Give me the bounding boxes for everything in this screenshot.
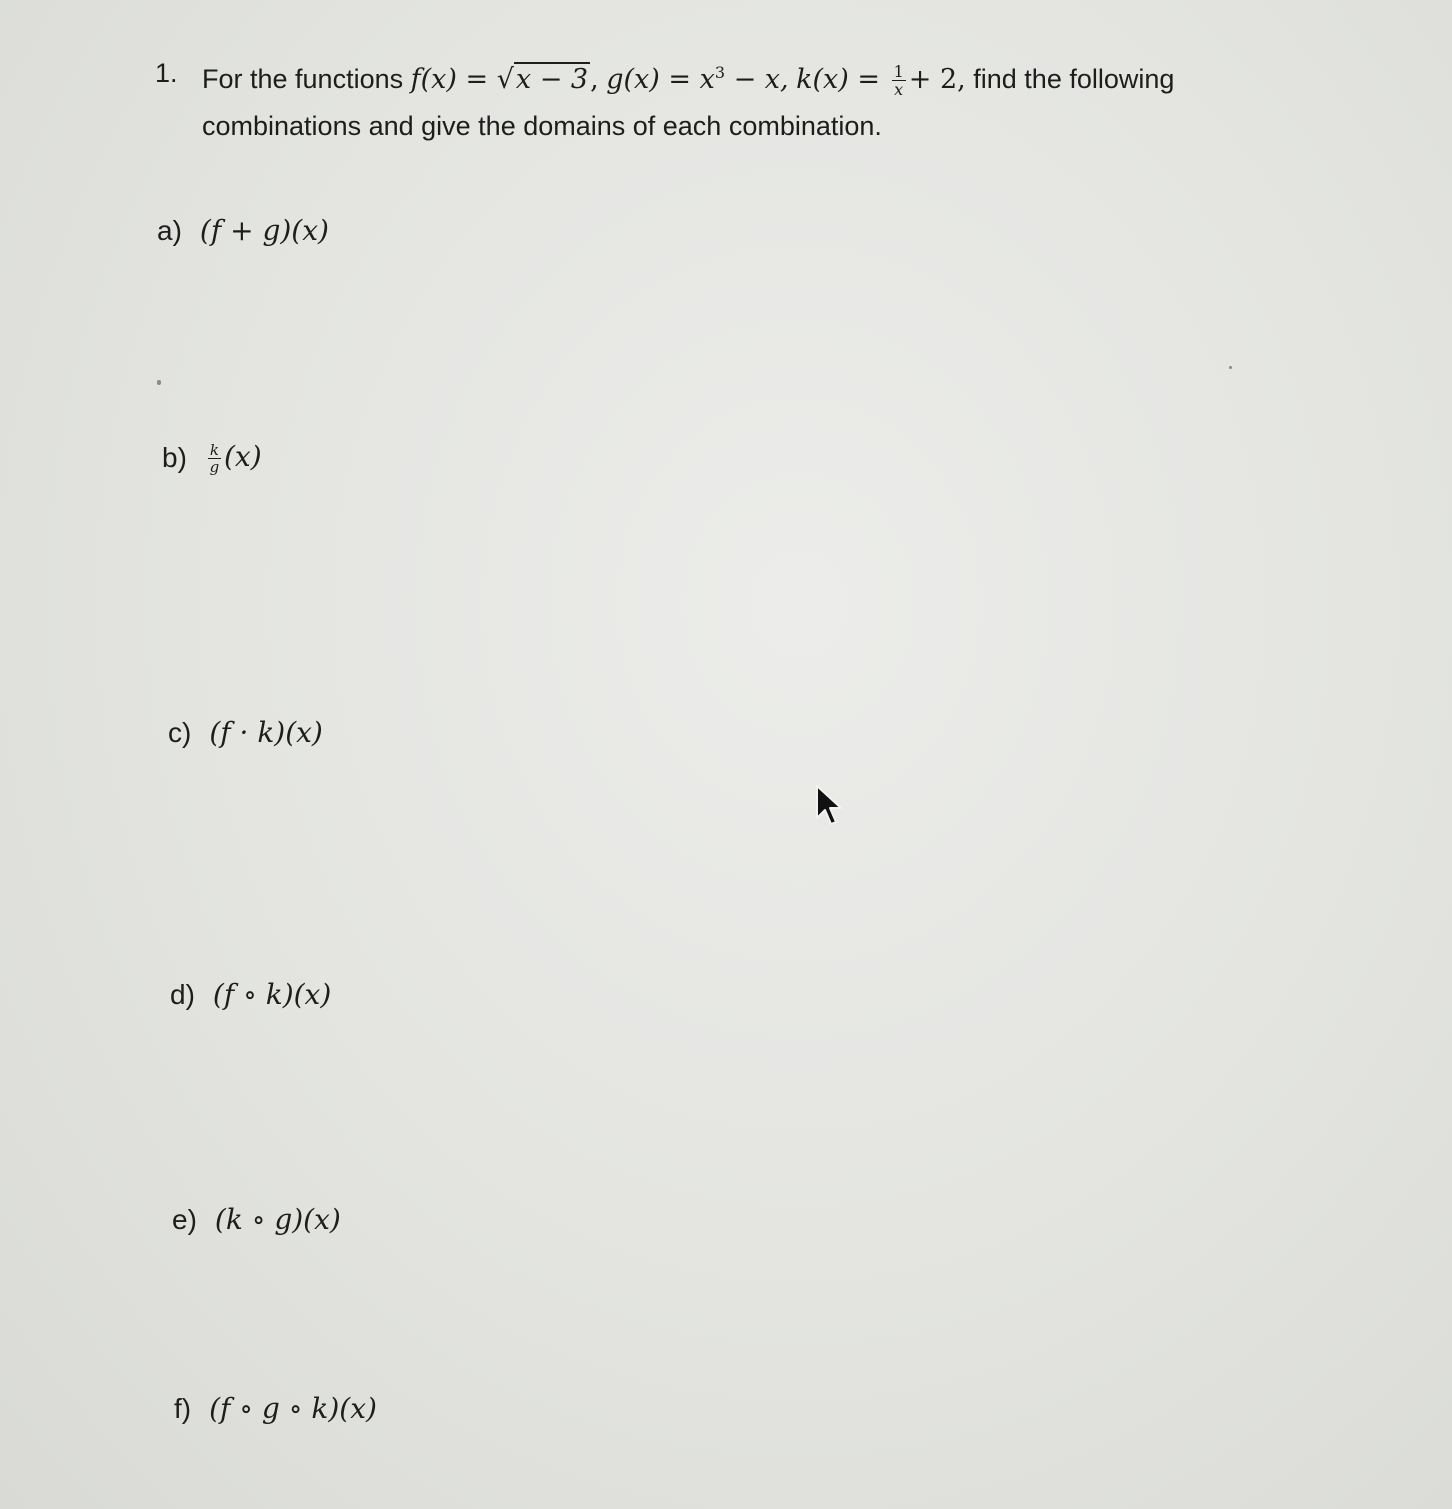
k-fraction	[892, 63, 906, 98]
mouse-pointer-icon	[814, 784, 844, 828]
part-label: b)	[162, 441, 187, 473]
part-c	[168, 716, 323, 749]
part-a	[157, 214, 329, 247]
k-over-g-fraction: $\frac{k}{g}$	[209, 441, 220, 476]
f-radicand: x − 3	[515, 64, 589, 95]
part-expression: (f + g)(x)	[199, 214, 329, 247]
g-definition: $g(x) = x^3 - x$,	[606, 63, 789, 95]
k-frac-denominator: x	[894, 80, 904, 99]
problem-intro: For the functions	[202, 64, 404, 94]
problem-number: 1.	[155, 58, 178, 88]
part-f	[174, 1392, 377, 1425]
part-b	[162, 440, 262, 475]
speck-mark	[157, 380, 161, 385]
g-exponent: 3	[714, 63, 726, 82]
part-expression: $\frac{k}{g}$ (x)	[209, 440, 262, 476]
part-d	[170, 978, 331, 1011]
problem-line2: combinations and give the domains of each combination.	[202, 111, 882, 141]
sqrt-symbol: √x − 3	[496, 64, 589, 95]
problem-after: find the following	[973, 64, 1175, 94]
part-label: f)	[174, 1392, 192, 1424]
speck-mark	[1229, 366, 1232, 369]
problem-body	[202, 50, 1255, 149]
part-expression: (f ∘ g ∘ k)(x)	[209, 1392, 377, 1425]
part-label: e)	[172, 1203, 197, 1235]
part-expression: (k ∘ g)(x)	[214, 1203, 341, 1236]
part-label: d)	[170, 978, 195, 1010]
part-expression: (f ∘ k)(x)	[212, 978, 332, 1011]
k-frac-numerator: 1	[893, 62, 904, 81]
part-label: c)	[168, 716, 192, 748]
k-definition: k(x) = $\frac{1}{x}$ + 2,	[796, 62, 966, 99]
f-definition: f(x) = √x − 3,	[411, 64, 599, 95]
problem-statement	[155, 50, 1255, 149]
part-e	[172, 1203, 341, 1236]
part-label: a)	[157, 214, 182, 246]
part-expression: (f · k)(x)	[209, 716, 323, 749]
